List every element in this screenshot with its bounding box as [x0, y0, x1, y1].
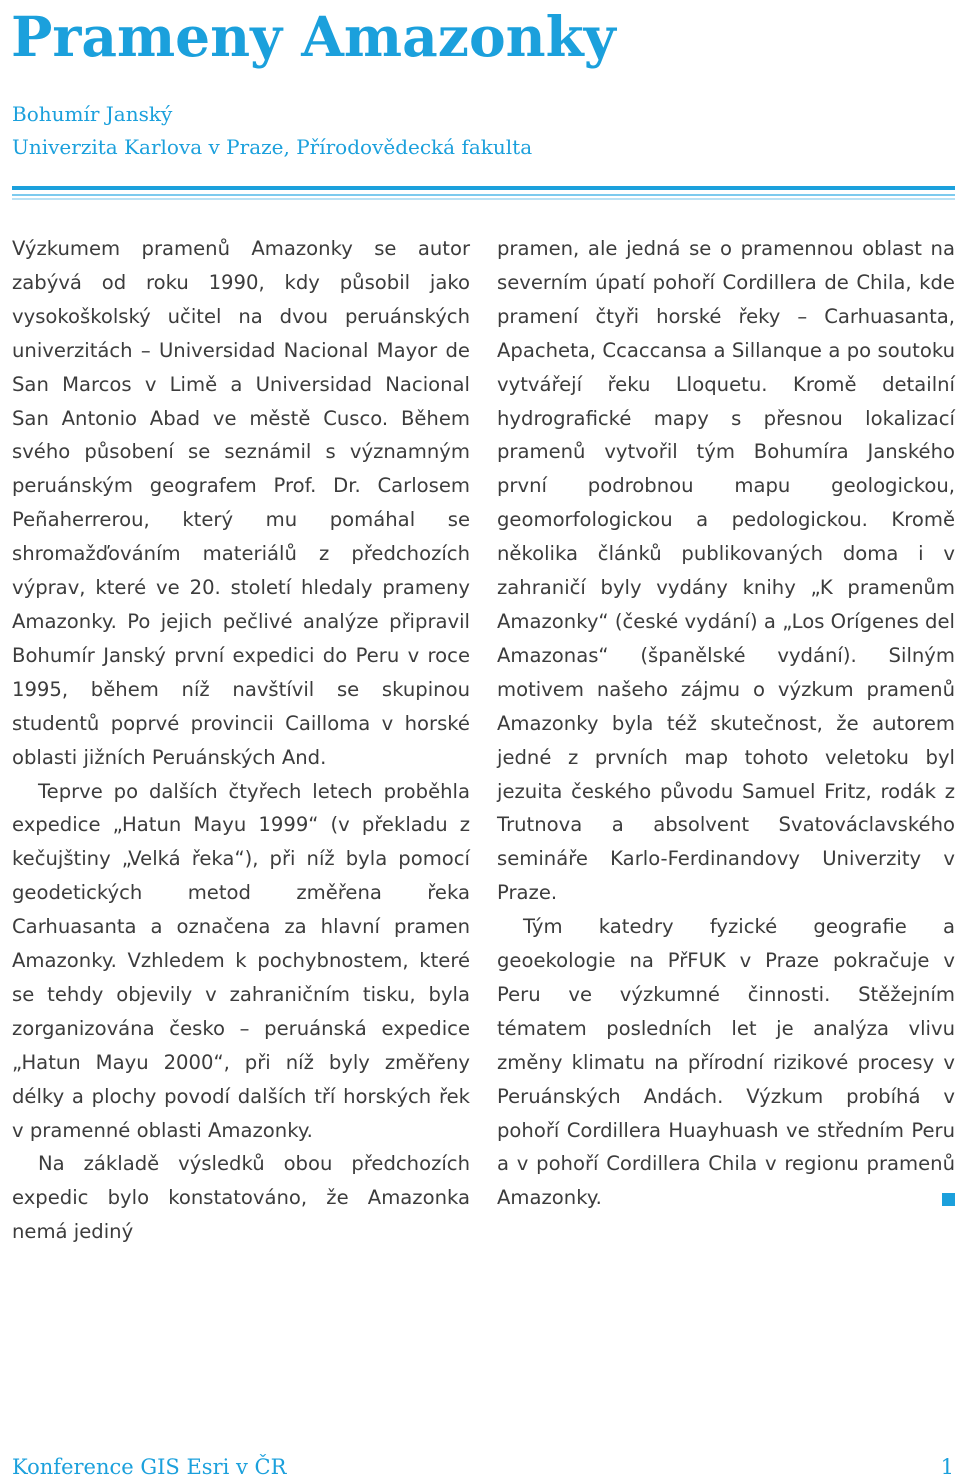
author-affiliation: Univerzita Karlova v Praze, Přírodovědecká fakulta	[12, 135, 533, 159]
page-title: Prameny Amazonky	[11, 4, 616, 69]
header-divider-faint	[12, 198, 955, 200]
paragraph-text: Tým katedry fyzické geografie a geoekologie na PřFUK v Praze pokračuje v Peru ve výzkumné činnosti. Stěžejním tématem posledních let je analýza vlivu změny klimatu na přírodní rizikové procesy v Peruánských Andách. Výzkum probíhá v pohoří Cordillera Huayhuash ve středním Peru a v pohoří Cordillera Chila v regionu pramenů Amazonky.	[497, 915, 955, 1210]
left-column	[12, 232, 470, 1249]
paragraph-last	[497, 910, 955, 1215]
right-column	[497, 232, 955, 1215]
paragraph: Teprve po dalších čtyřech letech proběhla expedice „Hatun Mayu 1999“ (v překladu z kečujštiny „Velká řeka“), při níž byla pomocí geodetických metod změřena řeka Carhuasanta a označena za hlavní pramen Amazonky. Vzhledem k pochybnostem, které se tehdy objevily v zahraničním tisku, byla zorganizována česko – peruánská expedice „Hatun Mayu 2000“, při níž byly změřeny délky a plochy povodí dalších tří horských řek v pramenné oblasti Amazonky.	[12, 779, 470, 1142]
header-divider	[12, 186, 955, 190]
footer-conference: Konference GIS Esri v ČR	[12, 1455, 287, 1479]
header-divider-thin	[12, 194, 955, 196]
paragraph: Na základě výsledků obou předchozích expedic bylo konstatováno, že Amazonka nemá jediný	[12, 1152, 470, 1244]
page-number: 1	[940, 1455, 954, 1479]
paragraph: pramen, ale jedná se o pramennou oblast na severním úpatí pohoří Cordillera de Chila, kde pramení čtyři horské řeky – Carhuasanta, Apacheta, Ccaccansa a Sillanque a po soutoku vytvářejí řeku Lloquetu. Kromě detailní hydrografické mapy s přesnou lokalizací pramenů vytvořil tým Bohumíra Janského první podrobnou mapu geologickou, geomorfologickou a pedologickou. Kromě několika článků publikovaných doma i v zahraničí byly vydány knihy „K pramenům Amazonky“ (české vydání) a „Los Orígenes del Amazonas“ (španělské vydání). Silným motivem našeho zájmu o výzkum pramenů Amazonky byla též skutečnost, že autorem jedné z prvních map tohoto veletoku byl jezuita českého původu Samuel Fritz, rodák z Trutnova a absolvent Svatováclavského semináře Karlo-Ferdinandovy Univerzity v Praze.	[497, 237, 955, 905]
end-square-icon	[942, 1193, 955, 1206]
author-name: Bohumír Janský	[12, 102, 173, 126]
paragraph: Výzkumem pramenů Amazonky se autor zabývá od roku 1990, kdy působil jako vysokoškolský učitel na dvou peruánských univerzitách – Universidad Nacional Mayor de San Marcos v Limě a Universidad Nacional San Antonio Abad ve městě Cusco. Během svého působení se seznámil s významným peruánským geografem Prof. Dr. Carlosem Peñaherrerou, který mu pomáhal se shromažďováním materiálů z předchozích výprav, které ve 20. století hledaly prameny Amazonky. Po jejich pečlivé analýze připravil Bohumír Janský první expedici do Peru v roce 1995, během níž navštívil se skupinou studentů poprvé provincii Cailloma v horské oblasti jižních Peruánských And.	[12, 237, 470, 769]
